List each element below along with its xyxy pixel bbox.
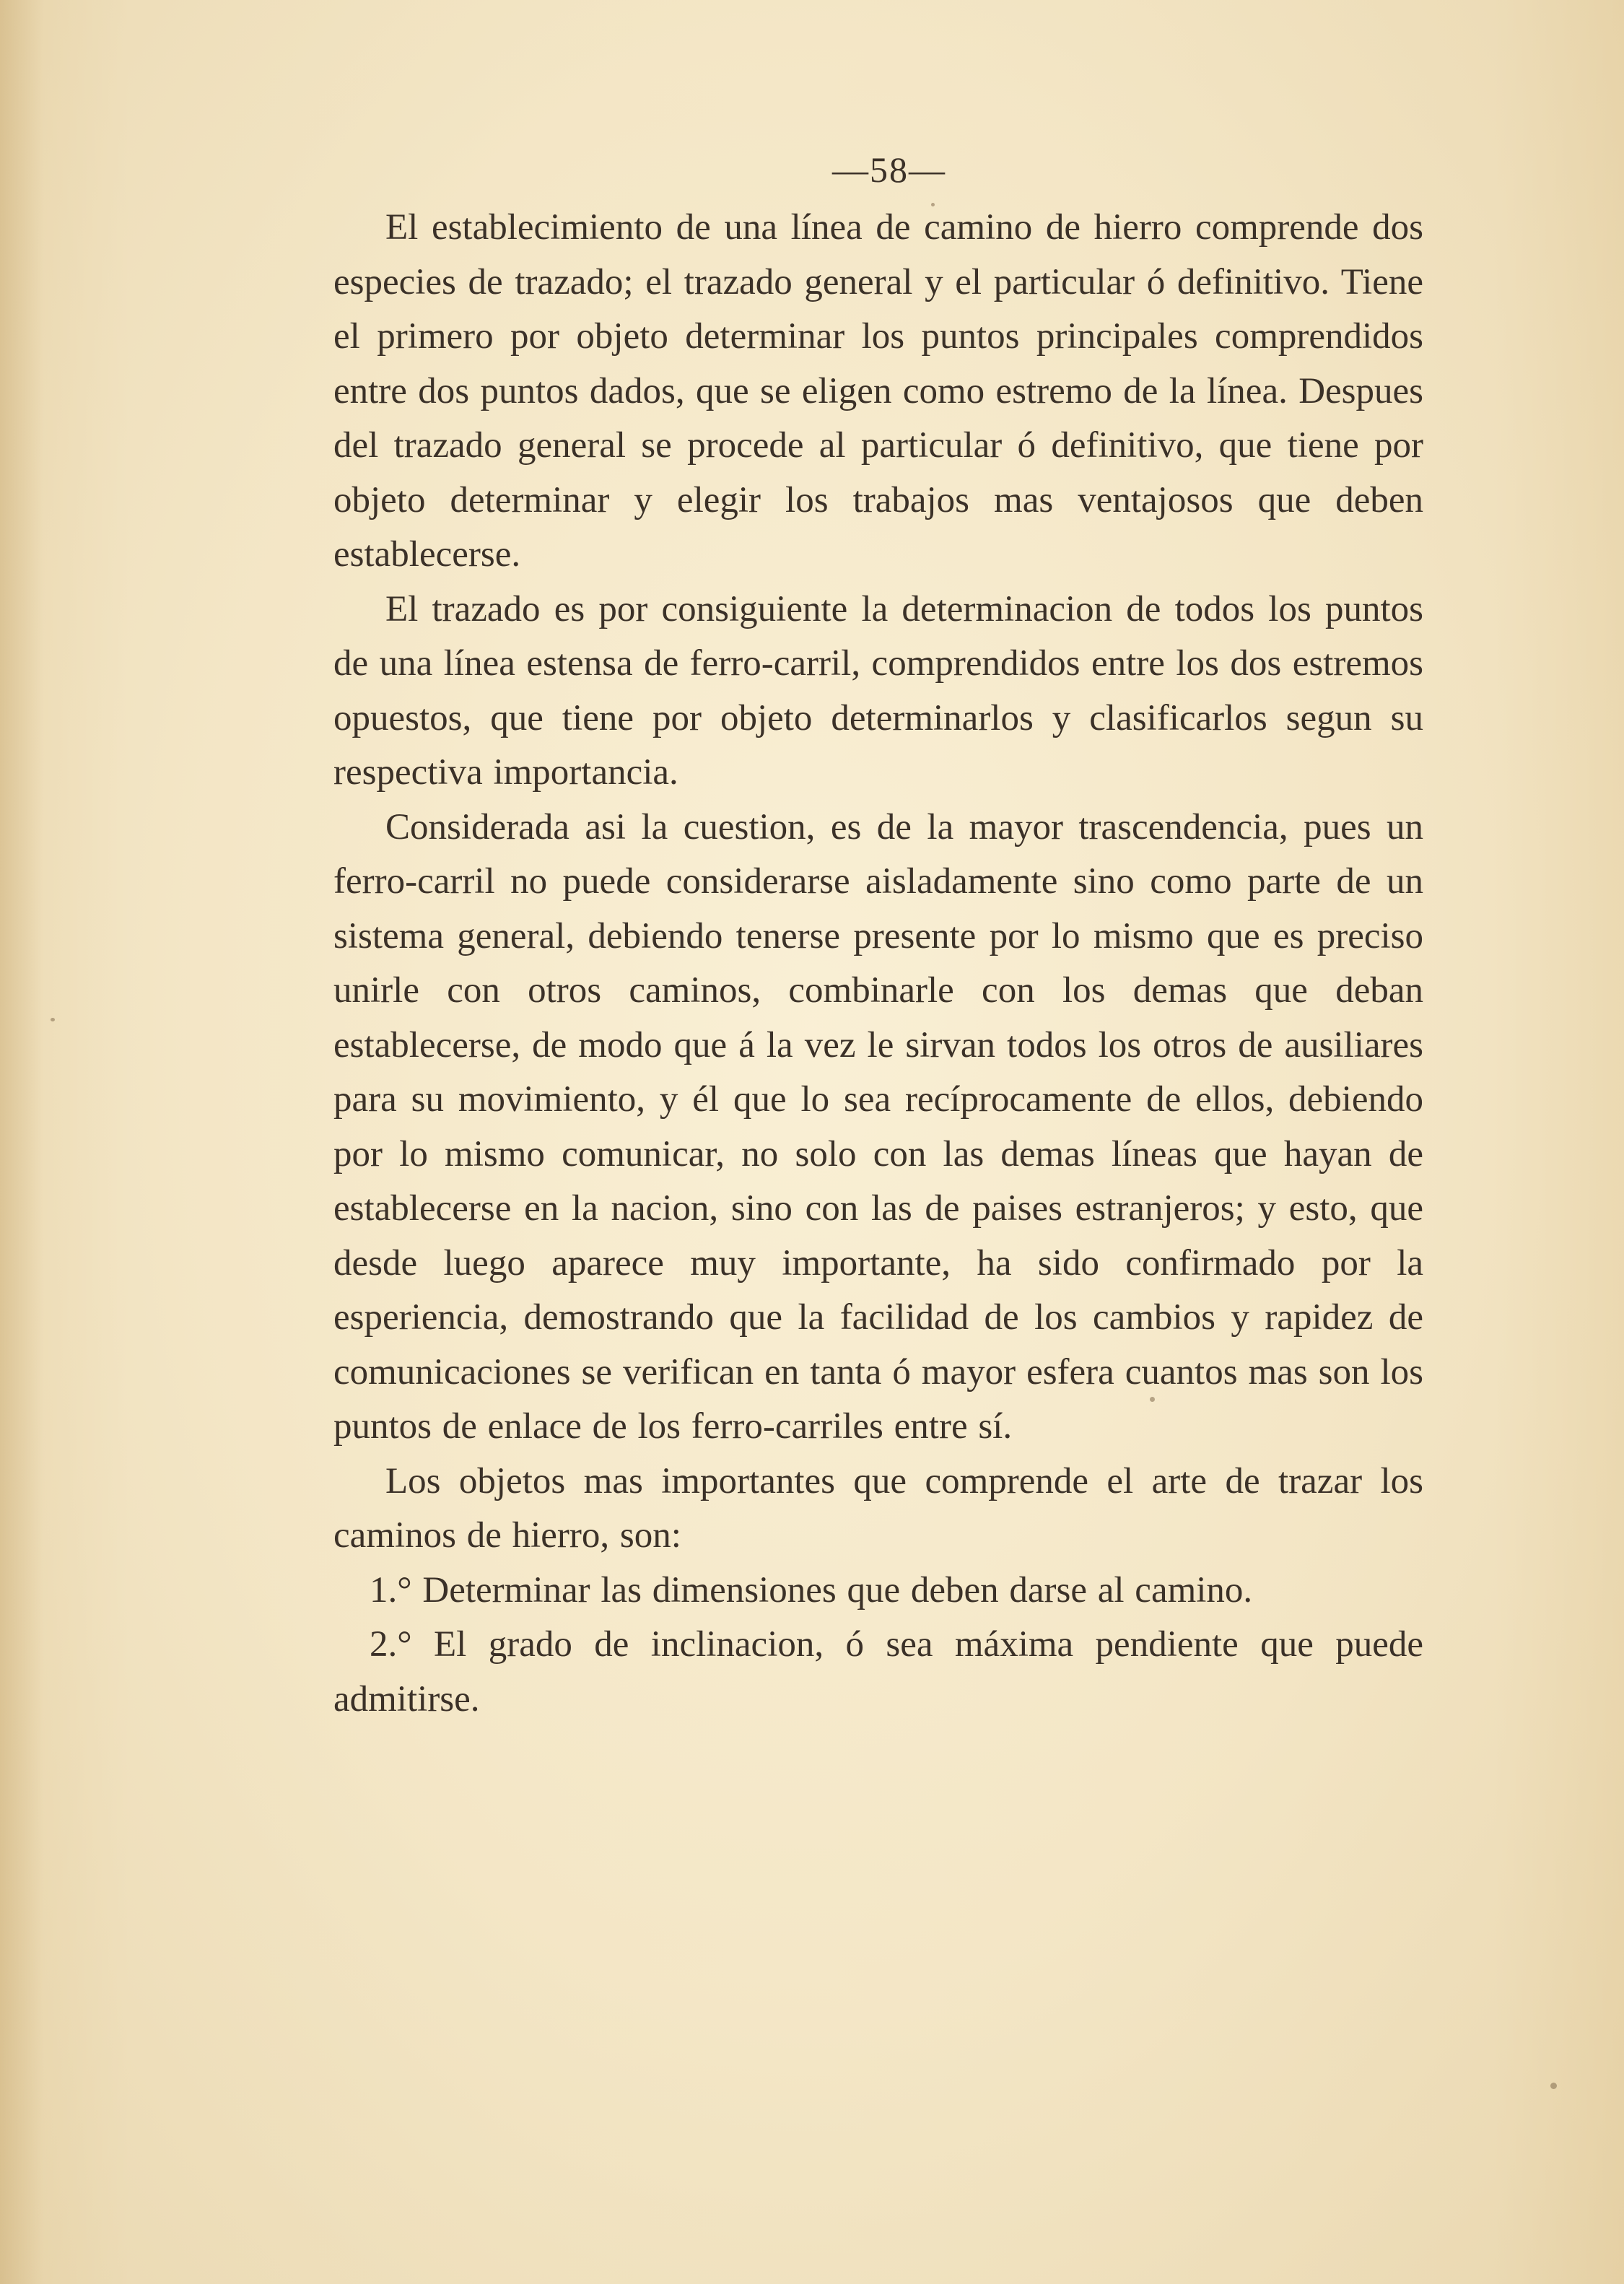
paragraph: El establecimiento de una línea de camino de hierro comprende dos especies de trazado; el trazado general y el particular ó definitivo. Tiene el primero por objeto determinar los puntos principales comprendidos entre dos puntos dados, que se eligen como estremo de la línea. Despues del trazado general se procede al particular ó definitivo, que tiene por objeto determinar y elegir los trabajos mas ventajosos que deben establecerse. — [333, 207, 1423, 575]
paper-speck — [51, 1018, 55, 1021]
page-edge-shadow — [0, 0, 43, 2284]
paragraph: El trazado es por consiguiente la determinacion de todos los puntos de una línea estensa de ferro-carril, comprendidos entre los dos estremos opuestos, que tiene por objeto determinarlos y clasificarlos segun su respectiva importancia. — [333, 588, 1423, 793]
page-text — [333, 144, 1423, 1727]
list-item: 1.° Determinar las dimensiones que deben darse al camino. — [370, 1569, 1253, 1610]
page-number: —58— — [832, 149, 946, 190]
paragraph: Los objetos mas importantes que comprende el arte de trazar los caminos de hierro, son: — [333, 1460, 1423, 1556]
paragraph: Considerada asi la cuestion, es de la mayor trascendencia, pues un ferro-carril no puede considerarse aisladamente sino como parte de un sistema general, debiendo tenerse presente por lo mismo que es preciso unirle con otros caminos, combinarle con los demas que deban establecerse, de modo que á la vez le sirvan todos los otros de ausiliares para su movimiento, y él que lo sea recíprocamente de ellos, debiendo por lo mismo comunicar, no solo con las demas líneas que hayan de establecerse en la nacion, sino con las de paises estranjeros; y esto, que desde luego aparece muy importante, ha sido confirmado por la esperiencia, demostrando que la facilidad de los cambios y rapidez de comunicaciones se verifican en tanta ó mayor esfera cuantos mas son los puntos de enlace de los ferro-carriles entre sí. — [333, 806, 1423, 1447]
list-item: 2.° El grado de inclinacion, ó sea máxima pendiente que puede admitirse. — [333, 1624, 1423, 1719]
paper-speck — [1550, 2083, 1557, 2089]
